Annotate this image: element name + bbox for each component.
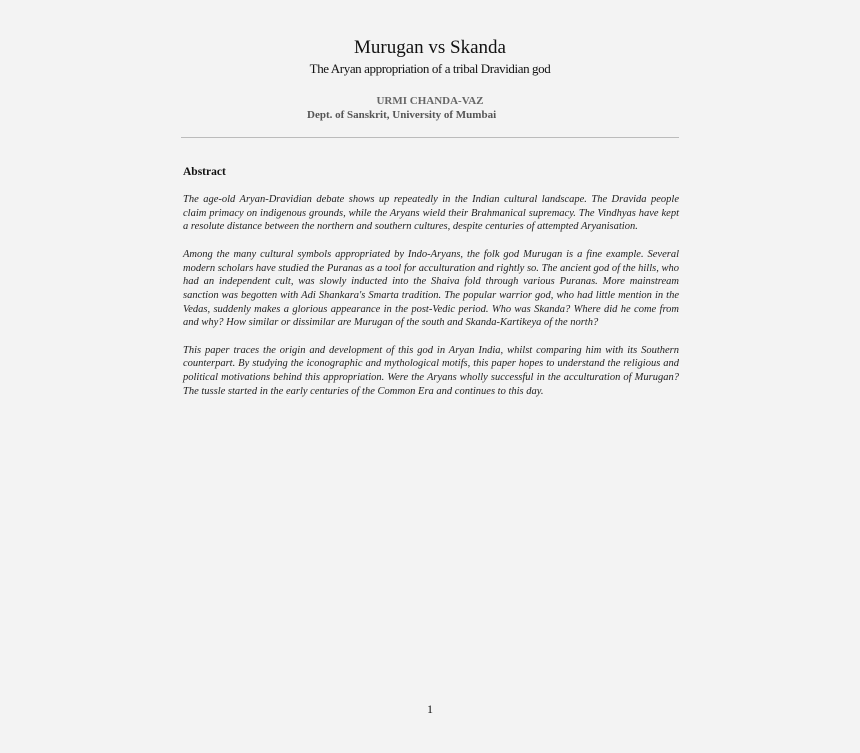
paper-subtitle: The Aryan appropriation of a tribal Dravidian god <box>309 61 551 76</box>
abstract-paragraph-1: The age-old Aryan-Dravidian debate shows up repeatedly in the Indian cultural landscape. The Dravida people claim primacy on indigenous grounds, while the Aryans wield their Brahmanical supremacy. The Vindhyas have kept a resolute distance between the northern and southern cultures, despite centuries of attempted Aryanisation. <box>183 194 679 233</box>
abstract-paragraph-3: This paper traces the origin and development of this god in Aryan India, whilst comparing him with its Southern counterpart. By studying the iconographic and mythological motifs, this paper hopes to understand the religious and political motivations behind this appropriation. Were the Aryans wholly successful in the acculturation of Murugan? The tussle started in the early centuries of the Common Era and continues to this day. <box>183 344 679 397</box>
abstract-paragraph-2: Among the many cultural symbols appropriated by Indo-Aryans, the folk god Murugan is a fine example. Several modern scholars have studied the Puranas as a tool for acculturation and rightly so. The ancient god of the hills, who had an independent cult, was slowly inducted into the Shaiva fold through various Puranas. More mainstream sanction was begotten with Adi Shankara's Smarta tradition. The popular warrior god, who had little mention in the Vedas, suddenly makes a glorious appearance in the post-Vedic period. Who was Skanda? Where did he come from and why? How similar or dissimilar are Murugan of the south and Skanda-Kartikeya of the north? <box>183 248 679 329</box>
author-name: URMI CHANDA-VAZ <box>376 95 484 107</box>
paper-title: Murugan vs Skanda <box>354 37 506 58</box>
abstract-heading: Abstract <box>183 166 226 178</box>
author-affiliation: Dept. of Sanskrit, University of Mumbai <box>307 109 497 121</box>
page-number: 1 <box>427 702 433 716</box>
abstract-body <box>183 193 679 412</box>
header-divider <box>181 137 679 138</box>
